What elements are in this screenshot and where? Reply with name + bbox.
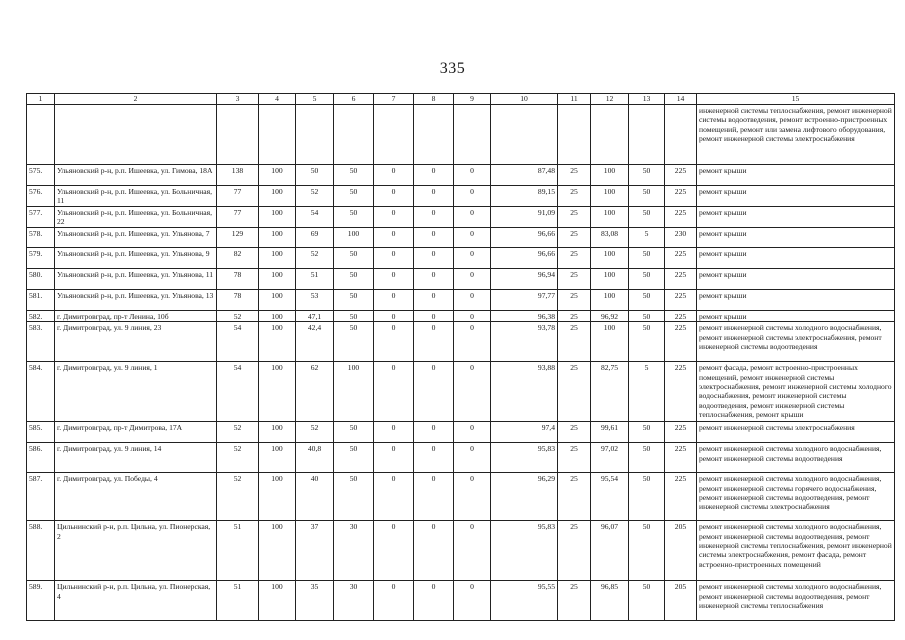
value-cell: 50 <box>334 165 374 186</box>
works-cell: ремонт крыши <box>697 268 895 289</box>
value-cell: 25 <box>558 322 591 362</box>
value-cell: 225 <box>665 322 697 362</box>
value-cell: 96,38 <box>491 310 558 321</box>
value-cell: 0 <box>414 268 454 289</box>
table-row <box>27 473 895 521</box>
value-cell: 0 <box>454 473 491 521</box>
value-cell: 40 <box>296 473 334 521</box>
works-cell: ремонт инженерной системы электроснабжения <box>697 422 895 443</box>
value-cell: 25 <box>558 310 591 321</box>
column-header: 11 <box>558 94 591 105</box>
value-cell: 0 <box>414 289 454 310</box>
value-cell: 0 <box>374 289 414 310</box>
value-cell: 0 <box>374 322 414 362</box>
value-cell: 0 <box>414 227 454 247</box>
value-cell: 52 <box>217 422 259 443</box>
value-cell: 96,07 <box>591 521 629 581</box>
value-cell: 50 <box>334 289 374 310</box>
value-cell: 100 <box>259 227 296 247</box>
value-cell: 0 <box>454 227 491 247</box>
value-cell: 225 <box>665 268 697 289</box>
value-cell: 0 <box>414 422 454 443</box>
value-cell: 225 <box>665 247 697 268</box>
address-cell: Ульяновский р-н, р.п. Ишеевка, ул. Ульянова, 11 <box>55 268 217 289</box>
value-cell: 205 <box>665 581 697 621</box>
value-cell: 83,08 <box>591 227 629 247</box>
works-cell: ремонт инженерной системы холодного водоснабжения, ремонт инженерной системы горячего водоснабжения, ремонт инженерной системы водоотведения, ремонт инженерной системы электроснабжения <box>697 473 895 521</box>
address-cell: г. Димитровград, ул. Победы, 4 <box>55 473 217 521</box>
value-cell: 50 <box>629 581 665 621</box>
column-header: 10 <box>491 94 558 105</box>
value-cell: 50 <box>629 422 665 443</box>
address-cell: г. Димитровград, ул. 9 линия, 1 <box>55 362 217 422</box>
value-cell: 100 <box>259 581 296 621</box>
value-cell: 51 <box>296 268 334 289</box>
address-cell: Ульяновский р-н, р.п. Ишеевка, ул. Ульянова, 9 <box>55 247 217 268</box>
address-cell: г. Димитровград, пр-т Ленина, 10б <box>55 310 217 321</box>
value-cell: 0 <box>454 521 491 581</box>
value-cell: 82,75 <box>591 362 629 422</box>
value-cell: 40,8 <box>296 443 334 473</box>
page-number: 335 <box>439 60 466 77</box>
address-cell: г. Димитровград, пр-т Димитрова, 17А <box>55 422 217 443</box>
value-cell: 50 <box>629 268 665 289</box>
value-cell: 0 <box>374 443 414 473</box>
value-cell: 25 <box>558 362 591 422</box>
value-cell: 225 <box>665 310 697 321</box>
table-row <box>27 322 895 362</box>
value-cell: 0 <box>374 422 414 443</box>
value-cell: 50 <box>334 473 374 521</box>
column-header: 4 <box>259 94 296 105</box>
column-header: 6 <box>334 94 374 105</box>
row-number-cell: 580. <box>27 268 55 289</box>
value-cell: 100 <box>591 322 629 362</box>
value-cell: 25 <box>558 165 591 186</box>
value-cell: 100 <box>259 247 296 268</box>
value-cell: 62 <box>296 362 334 422</box>
value-cell: 25 <box>558 443 591 473</box>
value-cell: 52 <box>296 422 334 443</box>
value-cell: 0 <box>374 206 414 227</box>
value-cell: 0 <box>374 362 414 422</box>
continuation-row <box>27 105 895 165</box>
value-cell: 50 <box>629 186 665 207</box>
value-cell: 0 <box>374 247 414 268</box>
value-cell: 95,83 <box>491 521 558 581</box>
value-cell: 0 <box>374 581 414 621</box>
value-cell: 25 <box>558 521 591 581</box>
address-cell: г. Димитровград, ул. 9 линия, 14 <box>55 443 217 473</box>
column-header: 1 <box>27 94 55 105</box>
value-cell: 100 <box>259 322 296 362</box>
value-cell: 50 <box>296 165 334 186</box>
row-number-cell: 581. <box>27 289 55 310</box>
value-cell: 100 <box>259 268 296 289</box>
value-cell: 93,78 <box>491 322 558 362</box>
value-cell: 37 <box>296 521 334 581</box>
value-cell: 50 <box>334 206 374 227</box>
row-number-cell: 587. <box>27 473 55 521</box>
value-cell: 96,29 <box>491 473 558 521</box>
value-cell: 54 <box>217 362 259 422</box>
value-cell: 100 <box>259 289 296 310</box>
data-table <box>26 93 895 621</box>
value-cell: 0 <box>414 443 454 473</box>
address-cell: Ульяновский р-н, р.п. Ишеевка, ул. Больничная, 11 <box>55 186 217 207</box>
value-cell: 82 <box>217 247 259 268</box>
value-cell: 78 <box>217 268 259 289</box>
value-cell: 50 <box>629 521 665 581</box>
value-cell: 95,54 <box>591 473 629 521</box>
value-cell: 25 <box>558 422 591 443</box>
works-cell: ремонт крыши <box>697 227 895 247</box>
value-cell: 51 <box>217 581 259 621</box>
value-cell: 52 <box>217 473 259 521</box>
value-cell: 0 <box>454 362 491 422</box>
value-cell: 52 <box>296 186 334 207</box>
value-cell: 50 <box>334 310 374 321</box>
value-cell: 96,92 <box>591 310 629 321</box>
address-cell: г. Димитровград, ул. 9 линия, 23 <box>55 322 217 362</box>
value-cell: 50 <box>334 422 374 443</box>
value-cell: 100 <box>259 165 296 186</box>
value-cell: 100 <box>591 289 629 310</box>
value-cell: 100 <box>259 521 296 581</box>
value-cell: 129 <box>217 227 259 247</box>
value-cell: 0 <box>374 268 414 289</box>
value-cell: 53 <box>296 289 334 310</box>
value-cell: 96,66 <box>491 227 558 247</box>
value-cell: 0 <box>454 310 491 321</box>
value-cell: 100 <box>259 443 296 473</box>
value-cell: 0 <box>414 310 454 321</box>
works-cell: ремонт крыши <box>697 310 895 321</box>
value-cell: 100 <box>591 247 629 268</box>
value-cell: 50 <box>629 247 665 268</box>
column-header: 5 <box>296 94 334 105</box>
value-cell: 97,02 <box>591 443 629 473</box>
value-cell: 0 <box>454 443 491 473</box>
value-cell: 100 <box>259 422 296 443</box>
table-row <box>27 268 895 289</box>
address-cell: Ульяновский р-н, р.п. Ишеевка, ул. Ульянова, 7 <box>55 227 217 247</box>
value-cell: 50 <box>334 247 374 268</box>
value-cell: 138 <box>217 165 259 186</box>
value-cell: 0 <box>414 165 454 186</box>
value-cell: 0 <box>374 521 414 581</box>
value-cell: 50 <box>629 322 665 362</box>
value-cell: 50 <box>629 206 665 227</box>
table-row <box>27 362 895 422</box>
column-header: 12 <box>591 94 629 105</box>
value-cell: 97,77 <box>491 289 558 310</box>
value-cell: 52 <box>217 310 259 321</box>
value-cell: 225 <box>665 186 697 207</box>
value-cell: 0 <box>414 206 454 227</box>
column-header: 8 <box>414 94 454 105</box>
works-cell: ремонт инженерной системы холодного водоснабжения, ремонт инженерной системы водоотведения <box>697 443 895 473</box>
value-cell: 42,4 <box>296 322 334 362</box>
value-cell: 96,94 <box>491 268 558 289</box>
value-cell: 50 <box>629 165 665 186</box>
works-cell: ремонт инженерной системы холодного водоснабжения, ремонт инженерной системы водоотведения, ремонт инженерной системы теплоснабжения, ремонт инженерной системы электроснабжения, ремонт фасада, ремонт встроенно-пристроенных помещений <box>697 521 895 581</box>
value-cell: 54 <box>217 322 259 362</box>
value-cell: 0 <box>454 186 491 207</box>
column-header: 7 <box>374 94 414 105</box>
column-header: 9 <box>454 94 491 105</box>
value-cell: 225 <box>665 422 697 443</box>
value-cell: 225 <box>665 473 697 521</box>
works-cell: ремонт крыши <box>697 165 895 186</box>
value-cell: 225 <box>665 289 697 310</box>
value-cell: 30 <box>334 581 374 621</box>
value-cell: 25 <box>558 247 591 268</box>
value-cell: 54 <box>296 206 334 227</box>
address-cell: Ульяновский р-н, р.п. Ишеевка, ул. Ульянова, 13 <box>55 289 217 310</box>
value-cell: 0 <box>414 473 454 521</box>
value-cell: 47,1 <box>296 310 334 321</box>
value-cell: 205 <box>665 521 697 581</box>
works-cell: ремонт крыши <box>697 247 895 268</box>
value-cell: 100 <box>259 310 296 321</box>
value-cell: 5 <box>629 362 665 422</box>
row-number-cell: 583. <box>27 322 55 362</box>
value-cell: 96,85 <box>591 581 629 621</box>
value-cell: 25 <box>558 227 591 247</box>
table-row <box>27 581 895 621</box>
value-cell: 69 <box>296 227 334 247</box>
value-cell: 225 <box>665 165 697 186</box>
value-cell: 100 <box>259 473 296 521</box>
row-number-cell: 576. <box>27 186 55 207</box>
value-cell: 225 <box>665 362 697 422</box>
value-cell: 100 <box>591 186 629 207</box>
table-row <box>27 422 895 443</box>
table-row <box>27 206 895 227</box>
address-cell: Цильнинский р-н, р.п. Цильна, ул. Пионерская, 4 <box>55 581 217 621</box>
value-cell: 25 <box>558 206 591 227</box>
value-cell: 0 <box>454 289 491 310</box>
table-row <box>27 186 895 207</box>
value-cell: 0 <box>374 227 414 247</box>
works-cell: ремонт инженерной системы холодного водоснабжения, ремонт инженерной системы водоотведения, ремонт инженерной системы теплоснабжения <box>697 581 895 621</box>
row-number-cell: 585. <box>27 422 55 443</box>
value-cell: 50 <box>334 268 374 289</box>
value-cell: 100 <box>259 206 296 227</box>
table-row <box>27 165 895 186</box>
value-cell: 77 <box>217 206 259 227</box>
value-cell: 5 <box>629 227 665 247</box>
value-cell: 100 <box>591 268 629 289</box>
table-row <box>27 227 895 247</box>
value-cell: 225 <box>665 443 697 473</box>
value-cell: 78 <box>217 289 259 310</box>
value-cell: 0 <box>454 422 491 443</box>
value-cell: 0 <box>414 247 454 268</box>
value-cell: 0 <box>414 581 454 621</box>
value-cell: 0 <box>414 186 454 207</box>
address-cell: Ульяновский р-н, р.п. Ишеевка, ул. Больничная, 22 <box>55 206 217 227</box>
value-cell: 99,61 <box>591 422 629 443</box>
table-row <box>27 289 895 310</box>
row-number-cell: 577. <box>27 206 55 227</box>
value-cell: 100 <box>591 206 629 227</box>
value-cell: 50 <box>334 322 374 362</box>
column-header: 13 <box>629 94 665 105</box>
value-cell: 0 <box>374 165 414 186</box>
value-cell: 0 <box>454 322 491 362</box>
value-cell: 25 <box>558 473 591 521</box>
value-cell: 0 <box>454 165 491 186</box>
table-row <box>27 247 895 268</box>
value-cell: 50 <box>629 310 665 321</box>
value-cell: 0 <box>454 581 491 621</box>
value-cell: 225 <box>665 206 697 227</box>
value-cell: 50 <box>334 443 374 473</box>
column-header: 15 <box>697 94 895 105</box>
value-cell: 0 <box>414 322 454 362</box>
value-cell: 0 <box>374 186 414 207</box>
value-cell: 25 <box>558 581 591 621</box>
value-cell: 95,55 <box>491 581 558 621</box>
value-cell: 87,48 <box>491 165 558 186</box>
row-number-cell: 582. <box>27 310 55 321</box>
value-cell: 0 <box>414 362 454 422</box>
value-cell: 100 <box>259 362 296 422</box>
works-cell: ремонт инженерной системы холодного водоснабжения, ремонт инженерной системы электроснабжения, ремонт инженерной системы водоотведения <box>697 322 895 362</box>
column-header: 14 <box>665 94 697 105</box>
value-cell: 51 <box>217 521 259 581</box>
column-header: 3 <box>217 94 259 105</box>
works-cell: инженерной системы теплоснабжения, ремонт инженерной системы водоотведения, ремонт встроенно-пристроенных помещений, ремонт или замена лифтового оборудования, ремонт инженерной системы электроснабжения <box>697 105 895 165</box>
value-cell: 0 <box>374 310 414 321</box>
works-cell: ремонт крыши <box>697 206 895 227</box>
row-number-cell: 579. <box>27 247 55 268</box>
value-cell: 100 <box>334 227 374 247</box>
value-cell: 35 <box>296 581 334 621</box>
value-cell: 30 <box>334 521 374 581</box>
value-cell: 230 <box>665 227 697 247</box>
works-cell: ремонт фасада, ремонт встроенно-пристроенных помещений, ремонт инженерной системы электроснабжения, ремонт инженерной системы холодного водоснабжения, ремонт инженерной системы водоотведения, ремонт инженерной системы теплоснабжения, ремонт крыши <box>697 362 895 422</box>
row-number-cell: 584. <box>27 362 55 422</box>
value-cell: 25 <box>558 186 591 207</box>
works-cell: ремонт крыши <box>697 289 895 310</box>
value-cell: 50 <box>629 443 665 473</box>
value-cell: 91,09 <box>491 206 558 227</box>
table-row <box>27 521 895 581</box>
value-cell: 89,15 <box>491 186 558 207</box>
table-row <box>27 310 895 321</box>
row-number-cell: 586. <box>27 443 55 473</box>
value-cell: 50 <box>629 473 665 521</box>
value-cell: 0 <box>414 521 454 581</box>
value-cell: 100 <box>334 362 374 422</box>
row-number-cell: 575. <box>27 165 55 186</box>
table-row <box>27 443 895 473</box>
value-cell: 77 <box>217 186 259 207</box>
value-cell: 100 <box>591 165 629 186</box>
row-number-cell: 589. <box>27 581 55 621</box>
address-cell: Ульяновский р-н, р.п. Ишеевка, ул. Гимова, 18А <box>55 165 217 186</box>
value-cell: 100 <box>259 186 296 207</box>
row-number-cell: 578. <box>27 227 55 247</box>
value-cell: 25 <box>558 289 591 310</box>
address-cell: Цильнинский р-н, р.п. Цильна, ул. Пионерская, 2 <box>55 521 217 581</box>
value-cell: 0 <box>454 247 491 268</box>
value-cell: 95,83 <box>491 443 558 473</box>
value-cell: 50 <box>334 186 374 207</box>
value-cell: 25 <box>558 268 591 289</box>
value-cell: 97,4 <box>491 422 558 443</box>
value-cell: 0 <box>374 473 414 521</box>
row-number-cell: 588. <box>27 521 55 581</box>
value-cell: 0 <box>454 268 491 289</box>
column-header: 2 <box>55 94 217 105</box>
works-cell: ремонт крыши <box>697 186 895 207</box>
value-cell: 52 <box>217 443 259 473</box>
value-cell: 50 <box>629 289 665 310</box>
value-cell: 96,66 <box>491 247 558 268</box>
value-cell: 0 <box>454 206 491 227</box>
value-cell: 52 <box>296 247 334 268</box>
column-header-row <box>27 94 895 105</box>
value-cell: 93,88 <box>491 362 558 422</box>
